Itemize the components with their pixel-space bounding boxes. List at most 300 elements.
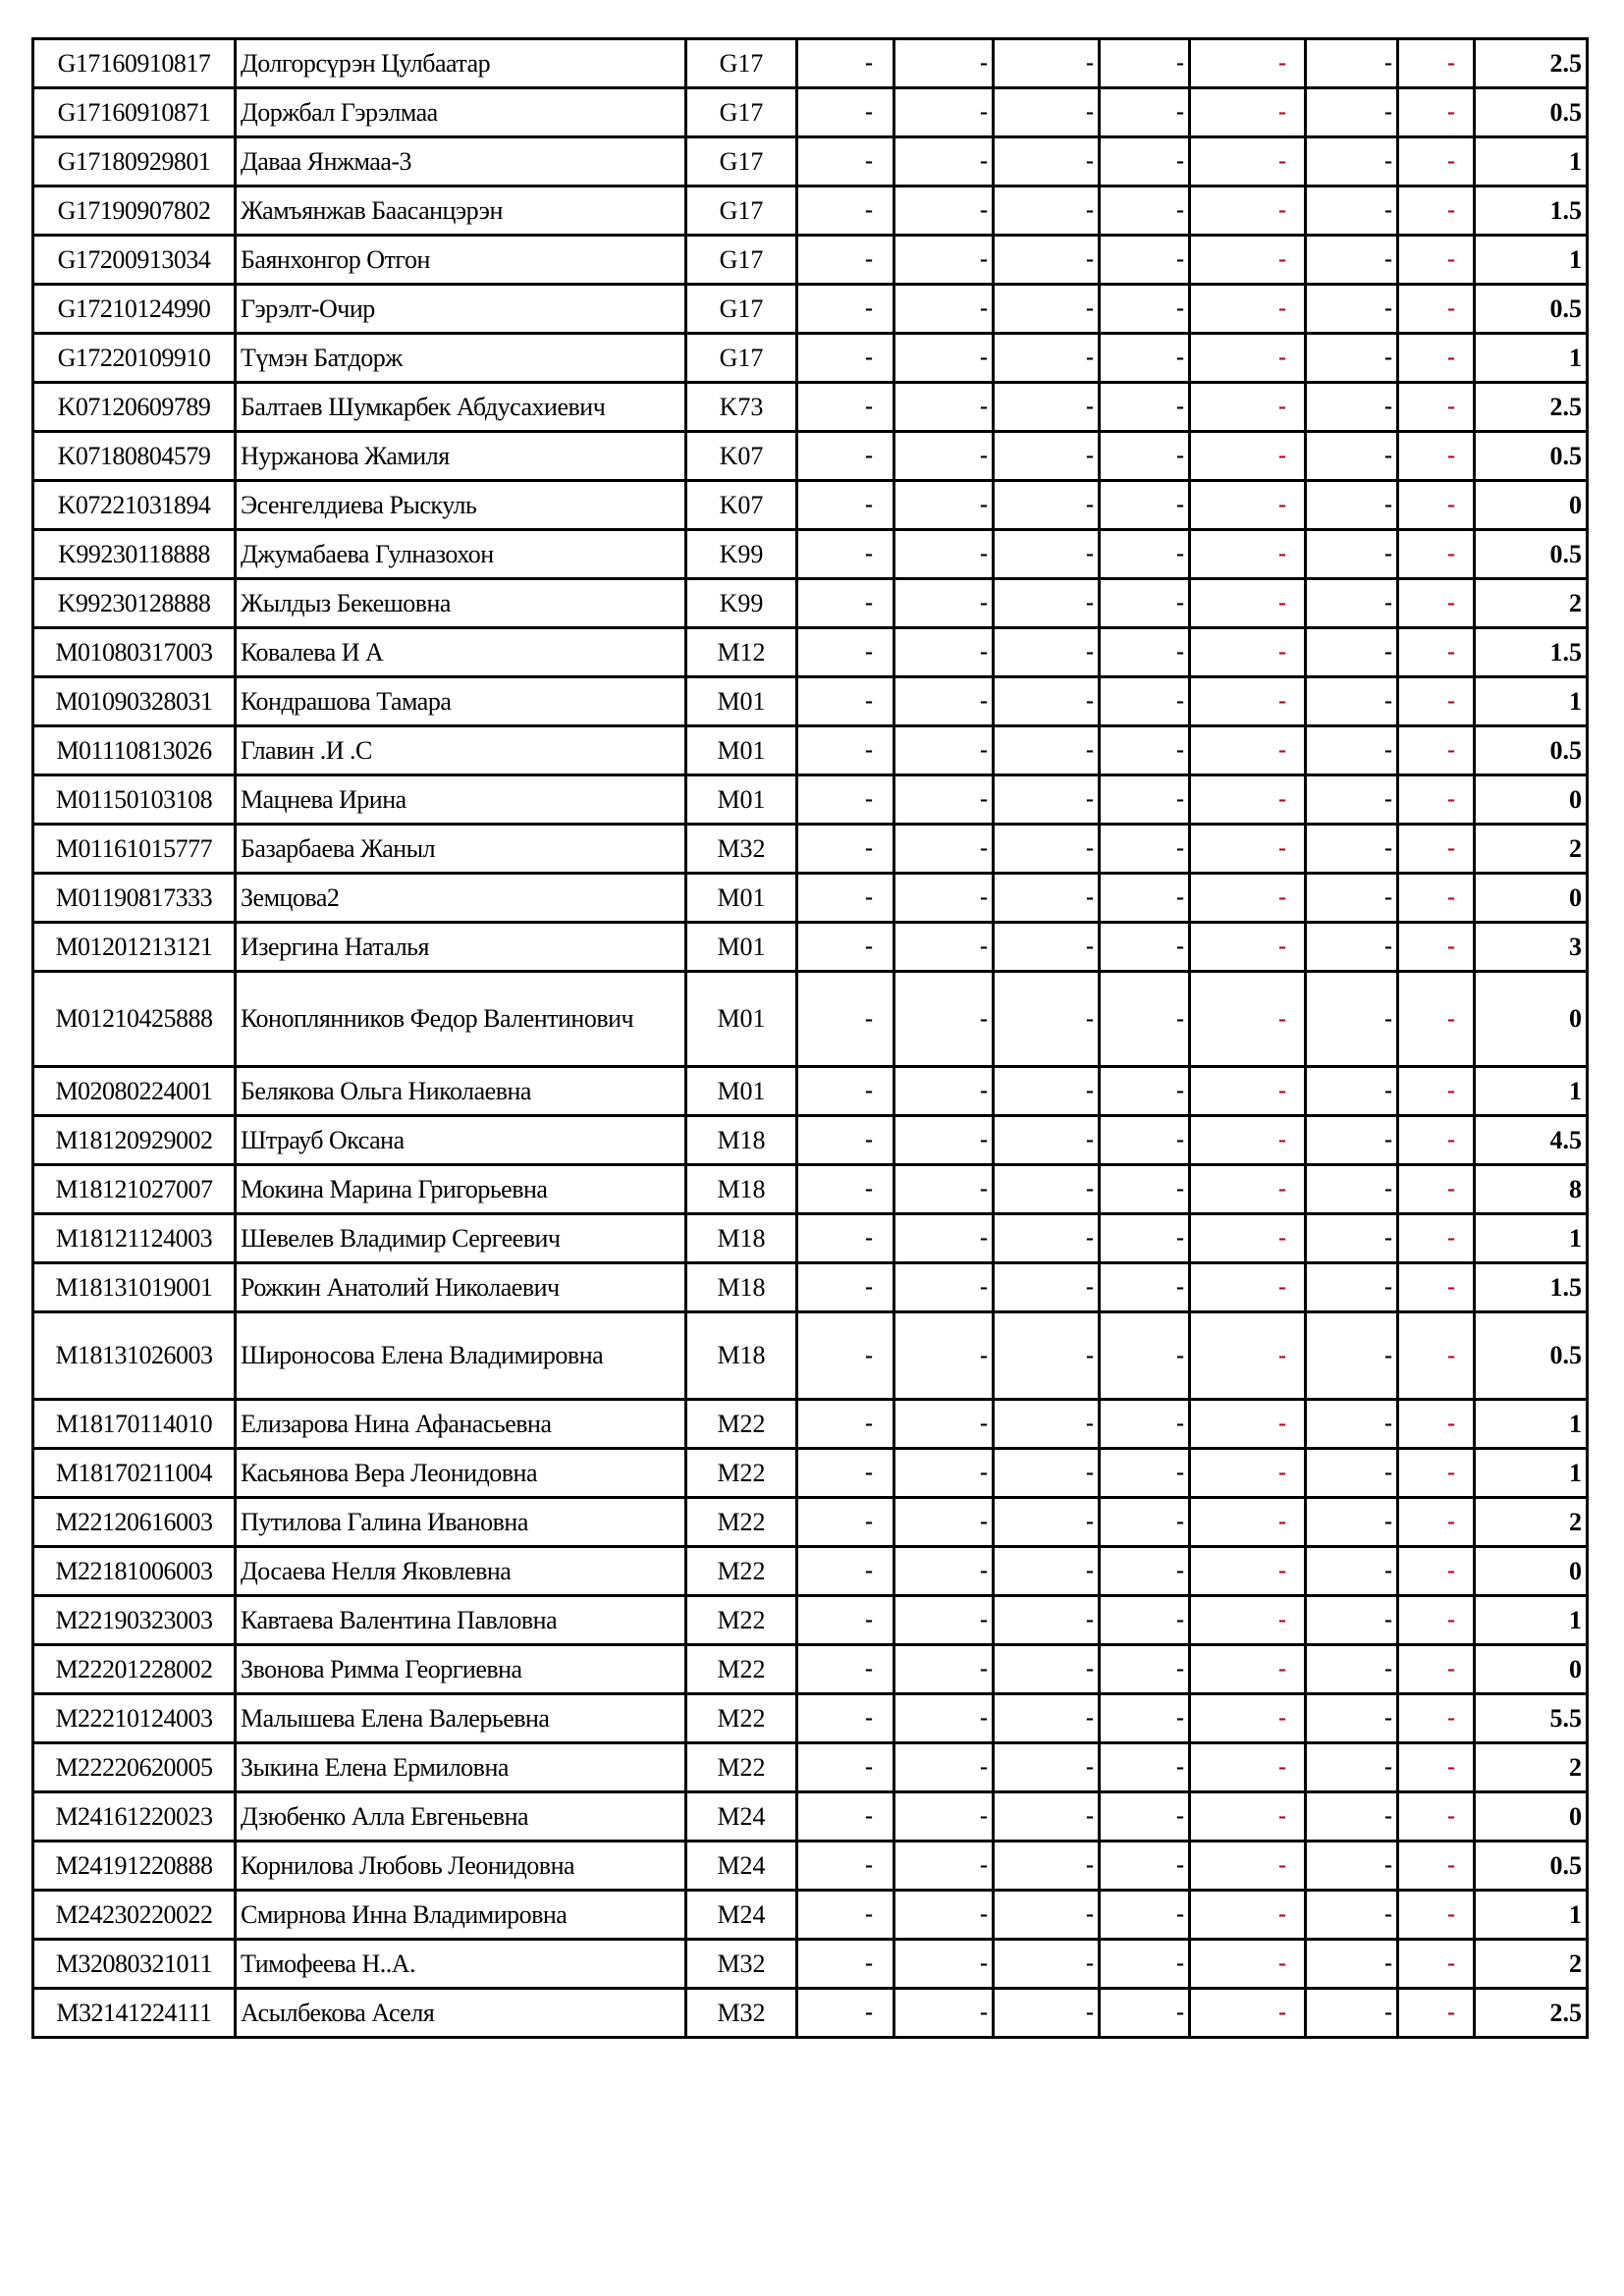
score-cell-6: - [1306,874,1398,923]
table-row [33,825,1588,874]
table-row [33,285,1588,334]
participant-code: M01080317003 [33,628,236,677]
score-cell-5: - [1190,1165,1306,1214]
score-cell-4: - [1100,481,1190,530]
total-score: 0 [1475,1792,1588,1842]
group-code: M18 [686,1165,797,1214]
score-cell-6: - [1306,923,1398,972]
table-row [33,432,1588,481]
participant-code: M22201228002 [33,1645,236,1694]
score-cell-2: - [894,1214,994,1263]
score-cell-6: - [1306,677,1398,726]
participant-name: Эсенгелдиева Рыскуль [236,481,686,530]
score-cell-1: - [797,1165,894,1214]
table-row [33,1400,1588,1449]
total-score: 0.5 [1475,1842,1588,1891]
participant-name: Мокина Марина Григорьевна [236,1165,686,1214]
score-cell-3: - [994,383,1100,432]
score-cell-5: - [1190,1891,1306,1940]
score-cell-4: - [1100,1214,1190,1263]
participant-code: K07180804579 [33,432,236,481]
score-cell-2: - [894,579,994,628]
score-cell-6: - [1306,137,1398,187]
score-cell-3: - [994,1400,1100,1449]
participant-code: M01150103108 [33,775,236,825]
score-cell-4: - [1100,1842,1190,1891]
score-cell-5: - [1190,1498,1306,1547]
participant-name: Зыкина Елена Ермиловна [236,1743,686,1792]
score-cell-7: - [1398,874,1475,923]
score-cell-7: - [1398,1940,1475,1989]
score-cell-1: - [797,137,894,187]
score-cell-6: - [1306,579,1398,628]
group-code: K73 [686,383,797,432]
score-cell-5: - [1190,236,1306,285]
table-row [33,726,1588,775]
score-cell-1: - [797,825,894,874]
score-cell-1: - [797,1743,894,1792]
total-score: 0.5 [1475,88,1588,137]
total-score: 1.5 [1475,1263,1588,1312]
group-code: M24 [686,1891,797,1940]
table-row [33,1498,1588,1547]
group-code: M22 [686,1400,797,1449]
table-row [33,923,1588,972]
participant-name: Тимофеева Н..А. [236,1940,686,1989]
score-cell-6: - [1306,1940,1398,1989]
participant-name: Малышева Елена Валерьевна [236,1694,686,1743]
participant-name: Баянхонгор Отгон [236,236,686,285]
score-cell-2: - [894,39,994,88]
total-score: 1 [1475,677,1588,726]
score-cell-3: - [994,137,1100,187]
score-cell-5: - [1190,1792,1306,1842]
score-cell-4: - [1100,825,1190,874]
score-cell-1: - [797,1312,894,1400]
group-code: M18 [686,1116,797,1165]
score-cell-1: - [797,1067,894,1116]
score-cell-3: - [994,1067,1100,1116]
score-cell-7: - [1398,1449,1475,1498]
total-score: 0 [1475,775,1588,825]
score-cell-6: - [1306,1498,1398,1547]
table-row [33,628,1588,677]
score-cell-2: - [894,1989,994,2038]
score-cell-6: - [1306,236,1398,285]
total-score: 1 [1475,137,1588,187]
total-score: 4.5 [1475,1116,1588,1165]
table-row [33,530,1588,579]
participant-code: K07120609789 [33,383,236,432]
score-cell-1: - [797,1400,894,1449]
participant-code: M32080321011 [33,1940,236,1989]
participant-code: M18170211004 [33,1449,236,1498]
score-cell-4: - [1100,579,1190,628]
score-cell-5: - [1190,1116,1306,1165]
score-cell-7: - [1398,285,1475,334]
group-code: M01 [686,677,797,726]
table-row [33,579,1588,628]
score-cell-3: - [994,1645,1100,1694]
score-cell-3: - [994,334,1100,383]
score-cell-7: - [1398,1214,1475,1263]
score-cell-7: - [1398,1116,1475,1165]
table-row [33,1842,1588,1891]
total-score: 1.5 [1475,628,1588,677]
total-score: 5.5 [1475,1694,1588,1743]
score-cell-3: - [994,530,1100,579]
table-row [33,39,1588,88]
participant-name: Смирнова Инна Владимировна [236,1891,686,1940]
score-cell-1: - [797,579,894,628]
participant-code: M18131026003 [33,1312,236,1400]
total-score: 2.5 [1475,39,1588,88]
total-score: 0 [1475,481,1588,530]
participant-code: G17160910817 [33,39,236,88]
score-cell-3: - [994,432,1100,481]
participant-code: M18170114010 [33,1400,236,1449]
score-cell-4: - [1100,1400,1190,1449]
participant-name: Рожкин Анатолий Николаевич [236,1263,686,1312]
participant-name: Кондрашова Тамара [236,677,686,726]
score-cell-2: - [894,383,994,432]
table-row [33,972,1588,1067]
score-cell-4: - [1100,137,1190,187]
score-cell-5: - [1190,579,1306,628]
participant-name: Главин .И .С [236,726,686,775]
group-code: M22 [686,1498,797,1547]
score-cell-5: - [1190,1547,1306,1596]
score-cell-1: - [797,187,894,236]
table-row [33,1792,1588,1842]
participant-code: M01161015777 [33,825,236,874]
participant-name: Коноплянников Федор Валентинович [236,972,686,1067]
participant-code: M22120616003 [33,1498,236,1547]
score-cell-7: - [1398,530,1475,579]
participant-name: Касьянова Вера Леонидовна [236,1449,686,1498]
score-cell-4: - [1100,1743,1190,1792]
score-cell-5: - [1190,137,1306,187]
score-cell-5: - [1190,187,1306,236]
group-code: M01 [686,775,797,825]
score-cell-3: - [994,285,1100,334]
score-cell-7: - [1398,1498,1475,1547]
score-cell-7: - [1398,1792,1475,1842]
score-cell-5: - [1190,1694,1306,1743]
score-cell-1: - [797,1792,894,1842]
group-code: K99 [686,530,797,579]
score-cell-7: - [1398,1645,1475,1694]
score-cell-6: - [1306,775,1398,825]
score-cell-7: - [1398,677,1475,726]
participant-name: Дзюбенко Алла Евгеньевна [236,1792,686,1842]
table-row [33,88,1588,137]
table-row [33,1312,1588,1400]
group-code: G17 [686,334,797,383]
participant-name: Елизарова Нина Афанасьевна [236,1400,686,1449]
group-code: K99 [686,579,797,628]
score-cell-5: - [1190,39,1306,88]
score-cell-3: - [994,236,1100,285]
score-cell-7: - [1398,1165,1475,1214]
group-code: M18 [686,1263,797,1312]
table-row [33,775,1588,825]
score-cell-6: - [1306,481,1398,530]
score-cell-4: - [1100,677,1190,726]
score-cell-5: - [1190,874,1306,923]
participant-code: M01110813026 [33,726,236,775]
score-cell-5: - [1190,334,1306,383]
score-cell-2: - [894,825,994,874]
score-cell-1: - [797,334,894,383]
group-code: M18 [686,1214,797,1263]
score-cell-7: - [1398,1694,1475,1743]
score-cell-2: - [894,1263,994,1312]
score-cell-1: - [797,432,894,481]
score-cell-3: - [994,1449,1100,1498]
score-cell-7: - [1398,137,1475,187]
score-cell-6: - [1306,825,1398,874]
total-score: 1 [1475,1067,1588,1116]
group-code: M01 [686,972,797,1067]
total-score: 0 [1475,874,1588,923]
score-cell-4: - [1100,923,1190,972]
score-cell-5: - [1190,1067,1306,1116]
score-cell-4: - [1100,1165,1190,1214]
score-cell-1: - [797,775,894,825]
score-cell-1: - [797,1842,894,1891]
score-cell-3: - [994,1312,1100,1400]
table-row [33,1940,1588,1989]
score-cell-6: - [1306,1067,1398,1116]
score-cell-5: - [1190,1263,1306,1312]
participant-name: Базарбаева Жаныл [236,825,686,874]
participant-code: M24161220023 [33,1792,236,1842]
participant-code: G17160910871 [33,88,236,137]
participant-name: Ковалева И А [236,628,686,677]
score-cell-2: - [894,677,994,726]
score-cell-7: - [1398,775,1475,825]
score-cell-1: - [797,923,894,972]
score-cell-6: - [1306,334,1398,383]
group-code: M12 [686,628,797,677]
score-cell-7: - [1398,923,1475,972]
score-cell-2: - [894,874,994,923]
score-cell-7: - [1398,1263,1475,1312]
participant-code: M01210425888 [33,972,236,1067]
total-score: 0 [1475,972,1588,1067]
score-cell-7: - [1398,1067,1475,1116]
participant-code: M18131019001 [33,1263,236,1312]
score-cell-6: - [1306,1989,1398,2038]
total-score: 0.5 [1475,726,1588,775]
total-score: 2 [1475,825,1588,874]
table-row [33,187,1588,236]
participant-code: M18121124003 [33,1214,236,1263]
score-cell-1: - [797,39,894,88]
score-cell-2: - [894,432,994,481]
score-cell-5: - [1190,1645,1306,1694]
score-cell-4: - [1100,334,1190,383]
score-cell-5: - [1190,285,1306,334]
score-cell-2: - [894,726,994,775]
score-cell-4: - [1100,628,1190,677]
table-row [33,1596,1588,1645]
table-row [33,1989,1588,2038]
total-score: 1.5 [1475,187,1588,236]
score-cell-6: - [1306,1743,1398,1792]
participant-name: Кавтаева Валентина Павловна [236,1596,686,1645]
total-score: 1 [1475,236,1588,285]
score-cell-5: - [1190,825,1306,874]
participant-code: G17200913034 [33,236,236,285]
participant-name: Жылдыз Бекешовна [236,579,686,628]
group-code: M01 [686,1067,797,1116]
score-cell-6: - [1306,187,1398,236]
score-cell-7: - [1398,579,1475,628]
score-cell-7: - [1398,432,1475,481]
score-cell-3: - [994,1498,1100,1547]
score-cell-2: - [894,1165,994,1214]
score-cell-4: - [1100,1263,1190,1312]
score-cell-2: - [894,1596,994,1645]
score-cell-6: - [1306,972,1398,1067]
score-cell-6: - [1306,1792,1398,1842]
score-cell-5: - [1190,923,1306,972]
table-row [33,481,1588,530]
score-cell-3: - [994,1116,1100,1165]
table-row [33,1645,1588,1694]
group-code: M24 [686,1792,797,1842]
score-cell-7: - [1398,383,1475,432]
score-cell-5: - [1190,1312,1306,1400]
score-cell-2: - [894,775,994,825]
score-cell-3: - [994,1940,1100,1989]
score-cell-4: - [1100,1312,1190,1400]
participant-code: K99230118888 [33,530,236,579]
score-cell-5: - [1190,726,1306,775]
score-cell-4: - [1100,1067,1190,1116]
participant-name: Нуржанова Жамиля [236,432,686,481]
score-cell-1: - [797,1498,894,1547]
score-cell-5: - [1190,383,1306,432]
participant-code: G17180929801 [33,137,236,187]
score-cell-5: - [1190,628,1306,677]
participant-code: M22181006003 [33,1547,236,1596]
score-cell-2: - [894,1792,994,1842]
score-cell-7: - [1398,628,1475,677]
group-code: G17 [686,236,797,285]
participant-name: Досаева Нелля Яковлевна [236,1547,686,1596]
table-row [33,1214,1588,1263]
score-cell-3: - [994,1263,1100,1312]
score-cell-4: - [1100,530,1190,579]
participant-code: G17220109910 [33,334,236,383]
score-cell-4: - [1100,726,1190,775]
score-cell-7: - [1398,1312,1475,1400]
total-score: 1 [1475,1400,1588,1449]
score-cell-5: - [1190,775,1306,825]
group-code: M32 [686,1989,797,2038]
table-row [33,677,1588,726]
score-cell-3: - [994,825,1100,874]
score-cell-2: - [894,187,994,236]
score-cell-3: - [994,88,1100,137]
score-cell-2: - [894,530,994,579]
score-cell-6: - [1306,1449,1398,1498]
score-cell-5: - [1190,432,1306,481]
group-code: K07 [686,481,797,530]
score-cell-3: - [994,39,1100,88]
score-cell-7: - [1398,334,1475,383]
total-score: 0 [1475,1547,1588,1596]
participant-code: M24191220888 [33,1842,236,1891]
total-score: 1 [1475,1596,1588,1645]
participant-code: M18120929002 [33,1116,236,1165]
score-cell-7: - [1398,726,1475,775]
score-cell-2: - [894,1940,994,1989]
total-score: 1 [1475,1214,1588,1263]
group-code: M22 [686,1645,797,1694]
score-cell-4: - [1100,285,1190,334]
score-cell-6: - [1306,1116,1398,1165]
group-code: K07 [686,432,797,481]
score-cell-3: - [994,874,1100,923]
score-cell-4: - [1100,775,1190,825]
score-cell-2: - [894,1694,994,1743]
table-body [33,39,1588,2038]
score-cell-3: - [994,775,1100,825]
participant-code: K07221031894 [33,481,236,530]
score-cell-3: - [994,1842,1100,1891]
participant-name: Звонова Римма Георгиевна [236,1645,686,1694]
score-cell-1: - [797,1989,894,2038]
score-cell-2: - [894,285,994,334]
score-cell-2: - [894,1891,994,1940]
score-cell-1: - [797,236,894,285]
score-cell-6: - [1306,1214,1398,1263]
score-cell-1: - [797,1694,894,1743]
score-cell-2: - [894,972,994,1067]
score-cell-6: - [1306,88,1398,137]
score-cell-1: - [797,1645,894,1694]
participant-name: Белякова Ольга Николаевна [236,1067,686,1116]
group-code: M01 [686,726,797,775]
score-cell-6: - [1306,628,1398,677]
score-cell-1: - [797,285,894,334]
total-score: 3 [1475,923,1588,972]
score-cell-1: - [797,88,894,137]
score-cell-1: - [797,1547,894,1596]
group-code: M22 [686,1694,797,1743]
score-cell-4: - [1100,383,1190,432]
score-cell-6: - [1306,1165,1398,1214]
score-cell-2: - [894,1067,994,1116]
score-cell-2: - [894,1547,994,1596]
score-cell-7: - [1398,88,1475,137]
group-code: G17 [686,88,797,137]
score-cell-5: - [1190,1940,1306,1989]
score-cell-3: - [994,1165,1100,1214]
score-cell-7: - [1398,39,1475,88]
score-cell-3: - [994,726,1100,775]
score-cell-6: - [1306,1645,1398,1694]
score-cell-2: - [894,137,994,187]
score-cell-2: - [894,1498,994,1547]
score-cell-1: - [797,1116,894,1165]
participant-name: Путилова Галина Ивановна [236,1498,686,1547]
participant-name: Джумабаева Гулназохон [236,530,686,579]
